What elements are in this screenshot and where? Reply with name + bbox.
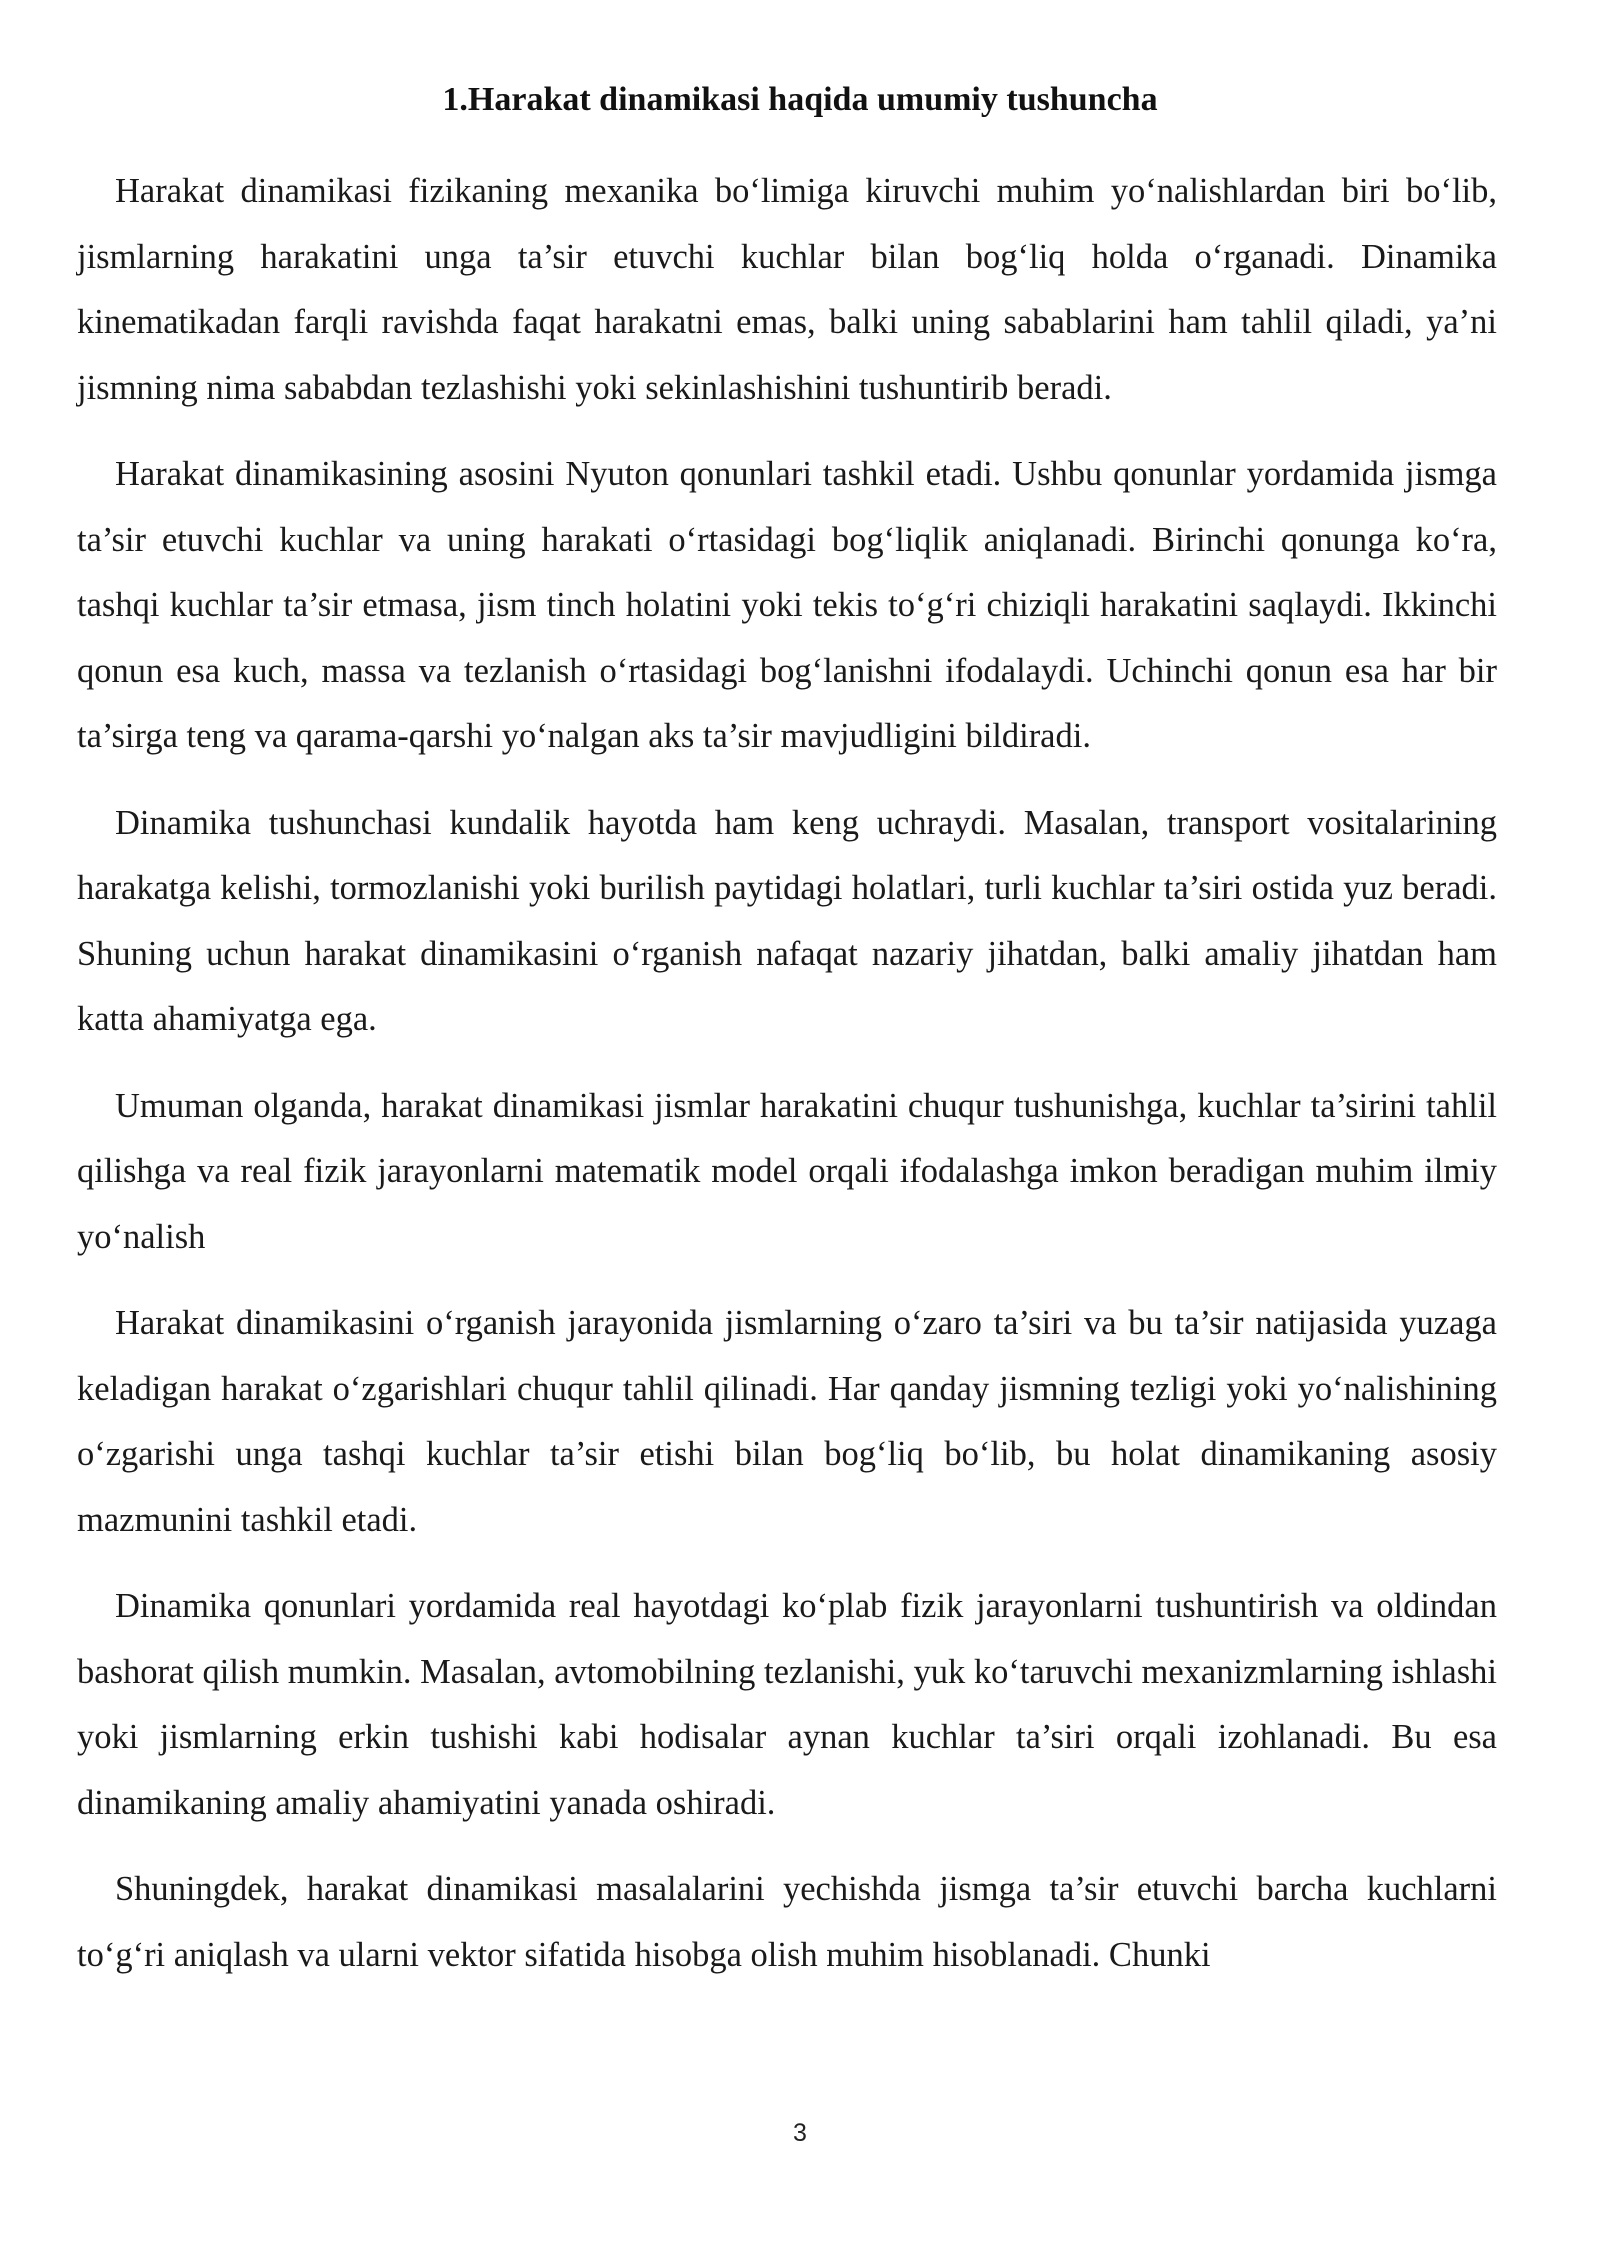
paragraph: Dinamika qonunlari yordamida real hayotdagi ko‘plab fizik jarayonlarni tushuntirish va oldindan bashorat qilish mumkin. Masalan, avtomobilning tezlanishi, yuk ko‘taruvchi mexanizmlarning ishlashi yoki jismlarning erkin tushishi kabi hodisalar aynan kuchlar ta’siri orqali izohlanadi. Bu esa dinamikaning amaliy ahamiyatini yanada oshiradi. [77, 1587, 1497, 1822]
paragraph: Umuman olganda, harakat dinamikasi jismlar harakatini chuqur tushunishga, kuchlar ta’sirini tahlil qilishga va real fizik jarayonlarni matematik model orqali ifodalashga imkon beradigan muhim ilmiy yo‘nalish [77, 1086, 1497, 1256]
paragraph: Harakat dinamikasi fizikaning mexanika bo‘limiga kiruvchi muhim yo‘nalishlardan biri bo‘lib, jismlarning harakatini unga ta’sir etuvchi kuchlar bilan bog‘liq holda o‘rganadi. Dinamika kinematikadan farqli ravishda faqat harakatni emas, balki uning sabablarini ham tahlil qiladi, ya’ni jismning nima sababdan tezlashishi yoki sekinlashishini tushuntirib beradi. [77, 172, 1497, 407]
paragraph: Harakat dinamikasini o‘rganish jarayonida jismlarning o‘zaro ta’siri va bu ta’sir natijasida yuzaga keladigan harakat o‘zgarishlari chuqur tahlil qilinadi. Har qanday jismning tezligi yoki yo‘nalishining o‘zgarishi unga tashqi kuchlar ta’sir etishi bilan bog‘liq bo‘lib, bu holat dinamikaning asosiy mazmunini tashkil etadi. [77, 1304, 1497, 1539]
body-text [77, 159, 1497, 2009]
paragraph: Harakat dinamikasining asosini Nyuton qonunlari tashkil etadi. Ushbu qonunlar yordamida jismga ta’sir etuvchi kuchlar va uning harakati o‘rtasidagi bog‘liqlik aniqlanadi. Birinchi qonunga ko‘ra, tashqi kuchlar ta’sir etmasa, jism tinch holatini yoki tekis to‘g‘ri chiziqli harakatini saqlaydi. Ikkinchi qonun esa kuch, massa va tezlanish o‘rtasidagi bog‘lanishni ifodalaydi. Uchinchi qonun esa har bir ta’sirga teng va qarama-qarshi yo‘nalgan aks ta’sir mavjudligini bildiradi. [77, 455, 1497, 755]
page-number: 3 [793, 2119, 807, 2147]
paragraph: Shuningdek, harakat dinamikasi masalalarini yechishda jismga ta’sir etuvchi barcha kuchlarni to‘g‘ri aniqlash va ularni vektor sifatida hisobga olish muhim hisoblanadi. Chunki [77, 1870, 1497, 1974]
section-title: 1.Harakat dinamikasi haqida umumiy tushuncha [442, 81, 1158, 118]
paragraph: Dinamika tushunchasi kundalik hayotda ham keng uchraydi. Masalan, transport vositalarining harakatga kelishi, tormozlanishi yoki burilish paytidagi holatlari, turli kuchlar ta’siri ostida yuz beradi. Shuning uchun harakat dinamikasini o‘rganish nafaqat nazariy jihatdan, balki amaliy jihatdan ham katta ahamiyatga ega. [77, 803, 1497, 1038]
